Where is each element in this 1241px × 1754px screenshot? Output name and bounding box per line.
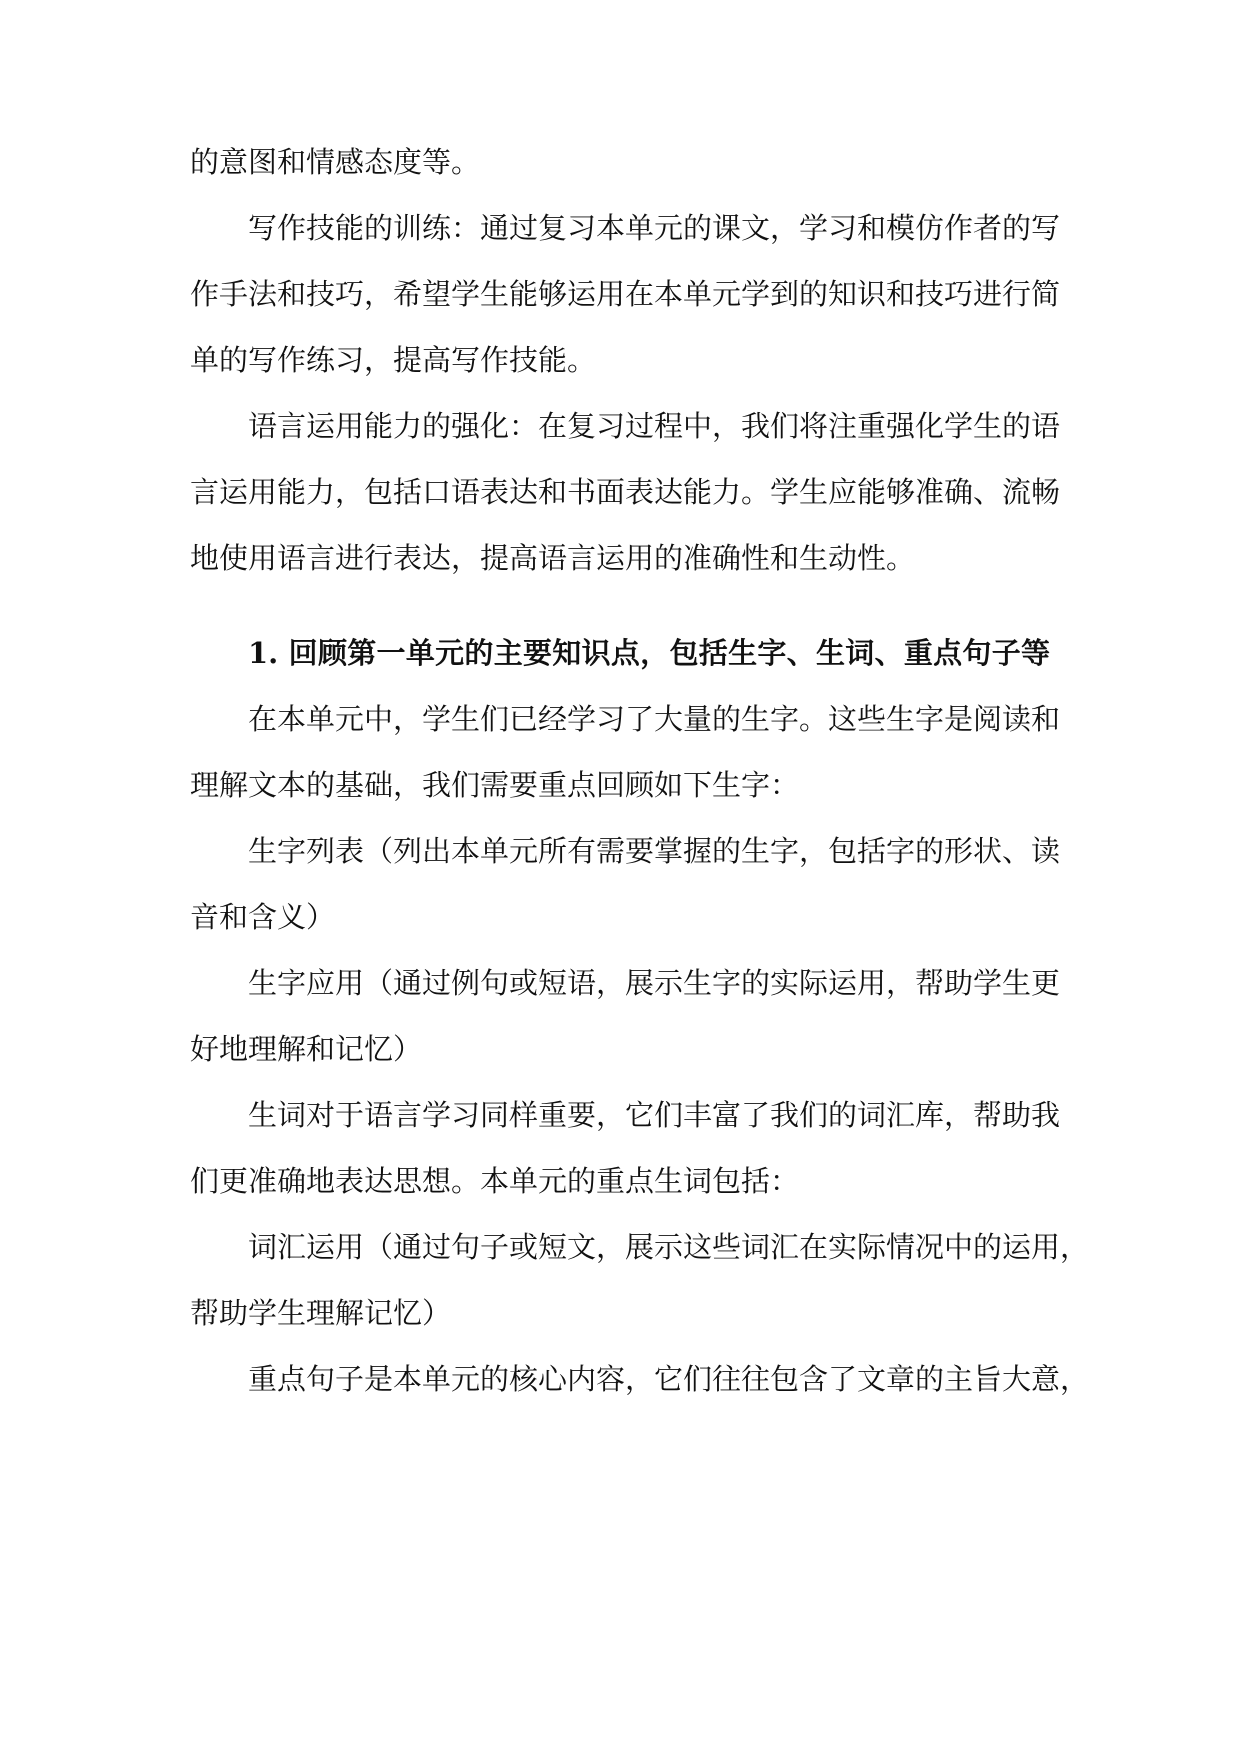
paragraph-line: 们更准确地表达思想。本单元的重点生词包括：	[190, 1164, 800, 1198]
section-heading: 1. 回顾第一单元的主要知识点，包括生字、生词、重点句子等	[248, 636, 1050, 670]
paragraph-line: 地使用语言进行表达，提高语言运用的准确性和生动性。	[190, 541, 916, 575]
paragraph-line: 重点句子是本单元的核心内容，它们往往包含了文章的主旨大意，	[248, 1362, 1090, 1396]
paragraph-line: 生词对于语言学习同样重要，它们丰富了我们的词汇库，帮助我	[248, 1098, 1061, 1132]
paragraph-line: 音和含义）	[190, 900, 336, 934]
paragraph-line: 的意图和情感态度等。	[190, 145, 481, 179]
paragraph-line: 生字列表（列出本单元所有需要掌握的生字，包括字的形状、读	[248, 834, 1061, 868]
paragraph-line: 理解文本的基础，我们需要重点回顾如下生字：	[190, 768, 800, 802]
paragraph-line: 言运用能力，包括口语表达和书面表达能力。学生应能够准确、流畅	[190, 475, 1061, 509]
paragraph-line: 语言运用能力的强化：在复习过程中，我们将注重强化学生的语	[248, 409, 1061, 443]
paragraph-line: 写作技能的训练：通过复习本单元的课文，学习和模仿作者的写	[248, 211, 1061, 245]
paragraph-line: 单的写作练习，提高写作技能。	[190, 343, 597, 377]
paragraph-line: 帮助学生理解记忆）	[190, 1296, 452, 1330]
paragraph-line: 生字应用（通过例句或短语，展示生字的实际运用，帮助学生更	[248, 966, 1061, 1000]
paragraph-line: 作手法和技巧，希望学生能够运用在本单元学到的知识和技巧进行简	[190, 277, 1061, 311]
paragraph-line: 词汇运用（通过句子或短文，展示这些词汇在实际情况中的运用，	[248, 1230, 1090, 1264]
paragraph-line: 好地理解和记忆）	[190, 1032, 423, 1066]
paragraph-line: 在本单元中，学生们已经学习了大量的生字。这些生字是阅读和	[248, 702, 1061, 736]
